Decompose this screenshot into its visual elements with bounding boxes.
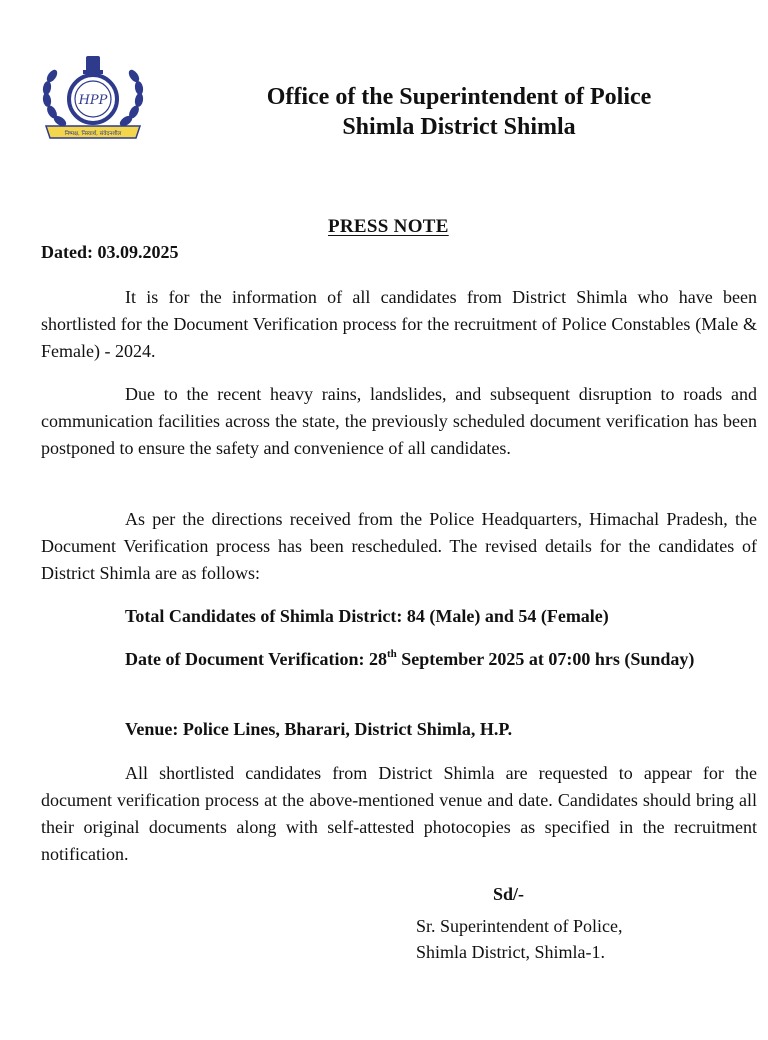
signature-block [416, 913, 622, 965]
header-line-1: Office of the Superintendent of Police [266, 84, 652, 110]
detail-total-candidates: Total Candidates of Shimla District: 84 (Male) and 54 (Female) [125, 606, 609, 626]
document-date: Dated: 03.09.2025 [41, 242, 179, 262]
detail-venue: Venue: Police Lines, Bharari, District Shimla, H.P. [125, 719, 513, 739]
paragraph-postponement: Due to the recent heavy rains, landslides, and subsequent disruption to roads and communication facilities across the state, the previously scheduled document verification has been postponed to ensure the safety and convenience of all candidates. [41, 384, 757, 458]
office-header [150, 82, 768, 142]
detail-date-suffix: September 2025 at 07:00 hrs (Sunday) [396, 649, 695, 669]
detail-date-superscript: th [386, 648, 397, 660]
press-note-title: PRESS NOTE [328, 216, 449, 237]
paragraph-reschedule: As per the directions received from the Police Headquarters, Himachal Pradesh, the Document Verification process has been rescheduled. The revised details for the candidates of District Shimla are as follows: [41, 509, 757, 583]
paragraph-intro: It is for the information of all candidates from District Shimla who have been shortlisted for the Document Verification process for the recruitment of Police Constables (Male & Female) - 2024. [41, 287, 757, 361]
signature-designation: Sr. Superintendent of Police, [416, 916, 623, 936]
hp-police-emblem-logo [38, 52, 148, 148]
header-line-2: Shimla District Shimla [342, 114, 576, 140]
detail-verification-date [125, 646, 757, 673]
paragraph-instructions: All shortlisted candidates from District Shimla are requested to appear for the document verification process at the above-mentioned venue and date. Candidates should bring all their original documents along with self-attested photocopies as specified in the recruitment notification. [41, 763, 757, 864]
emblem-motto: निष्पक्ष, निस्वार्थ, संवेदनशील [64, 131, 122, 137]
detail-date-prefix: Date of Document Verification: 28 [125, 649, 387, 669]
emblem-text: HPP [78, 93, 108, 108]
signature-sd: Sd/- [493, 884, 525, 904]
signature-location: Shimla District, Shimla-1. [416, 942, 605, 962]
